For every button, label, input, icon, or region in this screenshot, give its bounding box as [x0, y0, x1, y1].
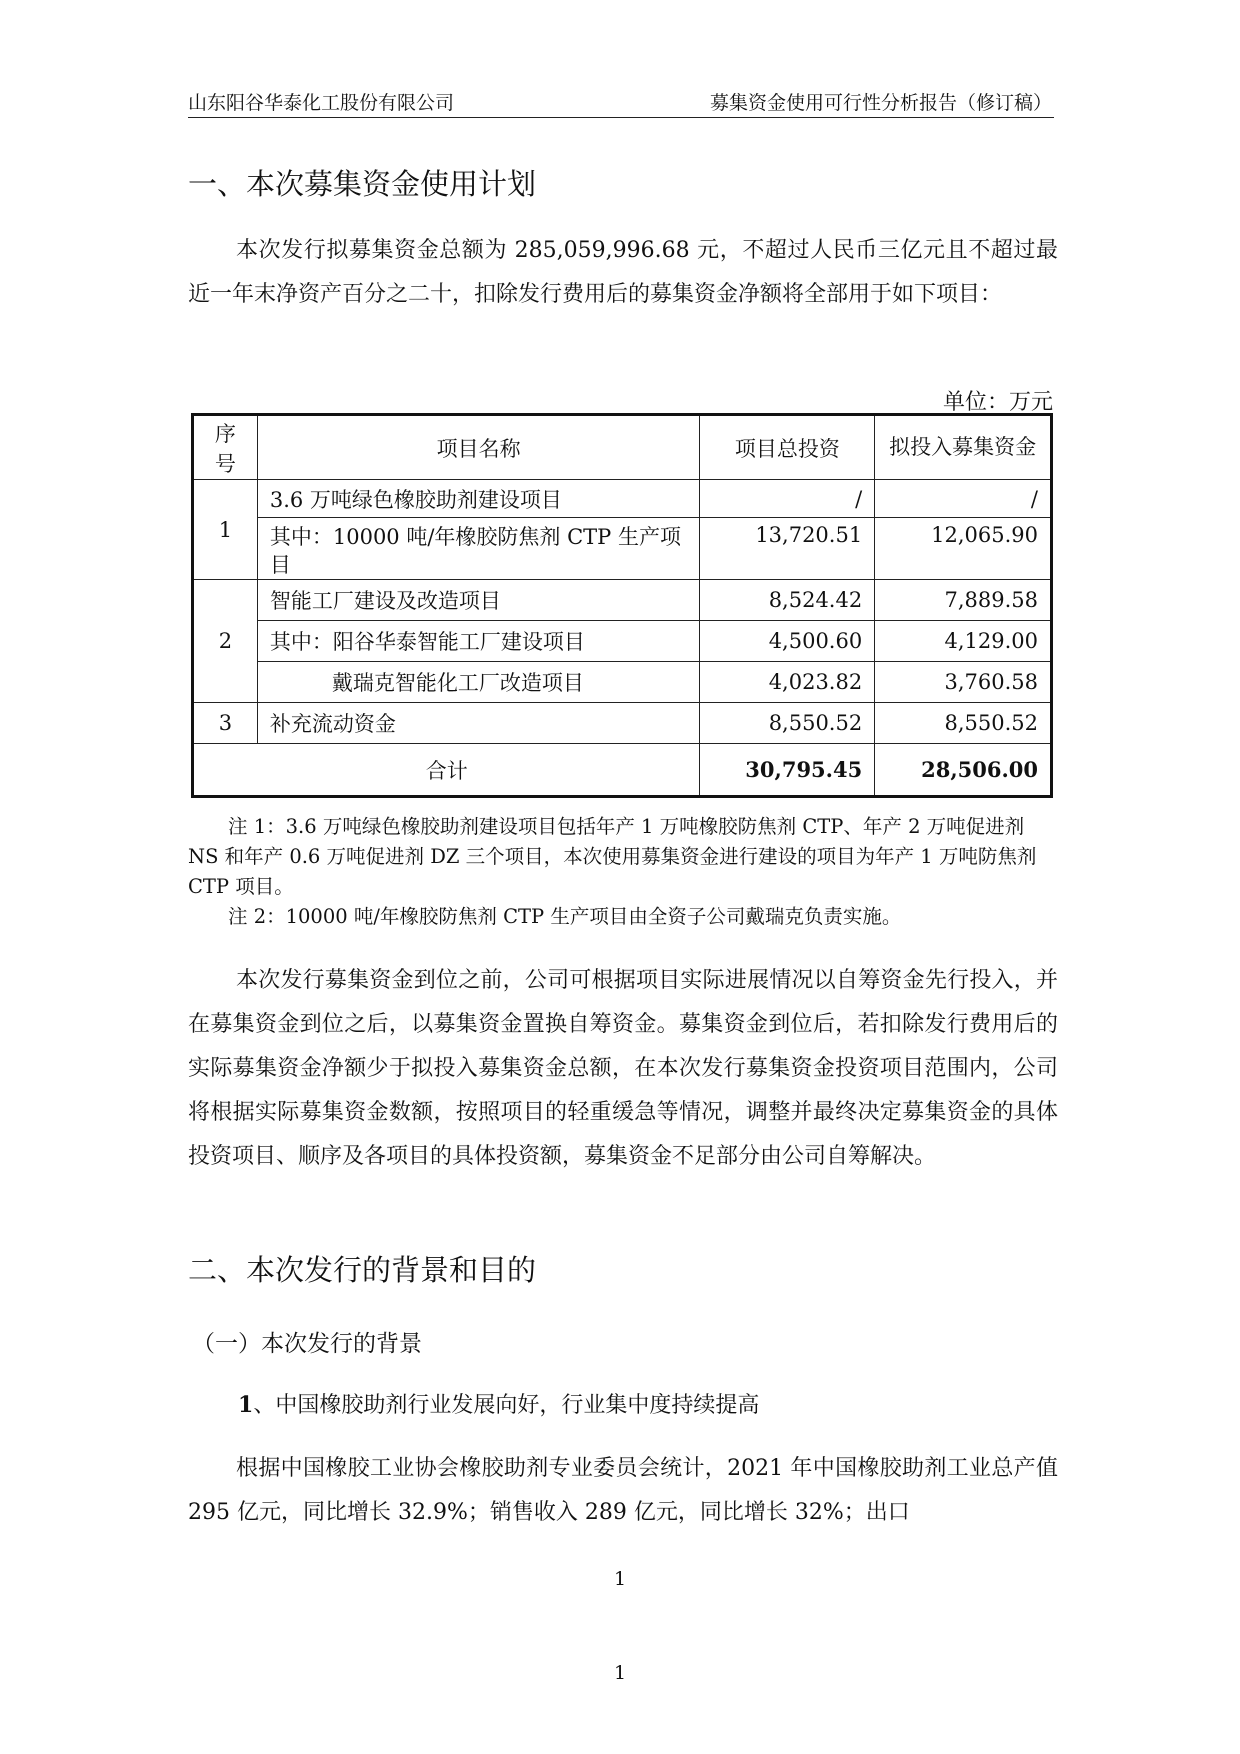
- row-total: 8,524.42: [700, 580, 875, 621]
- industry-paragraph: [188, 1447, 1058, 1535]
- row-total: 8,550.52: [700, 703, 875, 744]
- row-name: 其中：10000 吨/年橡胶防焦剂 CTP 生产项目: [257, 518, 700, 580]
- header-rule: [188, 117, 1054, 118]
- table-row: [193, 518, 1052, 580]
- row-total: 4,500.60: [700, 621, 875, 662]
- section2-title: 二、本次发行的背景和目的: [188, 1253, 537, 1287]
- funding-arrangement-text: 本次发行募集资金到位之前，公司可根据项目实际进展情况以自筹资金先行投入，并在募集资金到位之后，以募集资金置换自筹资金。募集资金到位后，若扣除发行费用后的实际募集资金净额少于拟投入募集资金总额，在本次发行募集资金投资项目范围内，公司将根据实际募集资金数额，按照项目的轻重缓急等情况，调整并最终决定募集资金的具体投资项目、顺序及各项目的具体投资额，募集资金不足部分由公司自筹解决。: [188, 968, 1058, 1169]
- note-1: 注 1：3.6 万吨绿色橡胶助剂建设项目包括年产 1 万吨橡胶防焦剂 CTP、年产 2 万吨促进剂 NS 和年产 0.6 万吨促进剂 DZ 三个项目，本次使用募集资金进行建设的项目为年产 1 万吨防焦剂 CTP 项目。: [188, 815, 1037, 898]
- section1-title: 一、本次募集资金使用计划: [188, 167, 537, 201]
- row-name: 补充流动资金: [257, 703, 700, 744]
- total-raised-sum: 28,506.00: [875, 744, 1052, 797]
- table-notes: [188, 812, 1058, 932]
- total-label: 合计: [193, 744, 700, 797]
- point-1-number: 1: [238, 1392, 254, 1418]
- row-name: 戴瑞克智能化工厂改造项目: [257, 662, 700, 703]
- row-no: 3: [193, 703, 258, 744]
- table-row: [193, 480, 1052, 518]
- note-2: 注 2：10000 吨/年橡胶防焦剂 CTP 生产项目由全资子公司戴瑞克负责实施。: [228, 905, 902, 928]
- section2-subtitle: （一）本次发行的背景: [192, 1331, 422, 1357]
- funding-arrangement-paragraph: [188, 959, 1058, 1179]
- total-investment-sum: 30,795.45: [700, 744, 875, 797]
- header-total-investment: 项目总投资: [700, 415, 875, 480]
- section1-intro-paragraph: [188, 229, 1058, 317]
- header-raised-funds: 拟投入募集资金: [875, 415, 1052, 480]
- row-total: 4,023.82: [700, 662, 875, 703]
- table-unit: 单位：万元: [942, 390, 1053, 415]
- investment-table: [191, 413, 1053, 798]
- section1-intro-text: 本次发行拟募集资金总额为 285,059,996.68 元，不超过人民币三亿元且不超过最近一年末净资产百分之二十，扣除发行费用后的募集资金净额将全部用于如下项目：: [188, 238, 1058, 307]
- row-no: 2: [193, 580, 258, 703]
- table-total-row: [193, 744, 1052, 797]
- header-project-name: 项目名称: [257, 415, 700, 480]
- header-no: 序号: [193, 415, 258, 480]
- header-doc-title: 募集资金使用可行性分析报告（修订稿）: [709, 92, 1052, 114]
- row-raised: 8,550.52: [875, 703, 1052, 744]
- row-raised: 12,065.90: [875, 518, 1052, 580]
- table-header-row: [193, 415, 1052, 480]
- row-raised: 7,889.58: [875, 580, 1052, 621]
- page-number-footer: 1: [613, 1662, 627, 1684]
- row-raised: 4,129.00: [875, 621, 1052, 662]
- row-name: 3.6 万吨绿色橡胶助剂建设项目: [257, 480, 700, 518]
- header-company: 山东阳谷华泰化工股份有限公司: [188, 92, 455, 114]
- industry-text: 根据中国橡胶工业协会橡胶助剂专业委员会统计，2021 年中国橡胶助剂工业总产值 295 亿元，同比增长 32.9%；销售收入 289 亿元，同比增长 32%；出口: [188, 1456, 1058, 1525]
- point-1-heading: [238, 1388, 759, 1419]
- table-row: [193, 703, 1052, 744]
- row-total: /: [700, 480, 875, 518]
- row-no: 1: [193, 480, 258, 580]
- page-number: 1: [613, 1568, 627, 1590]
- row-name: 智能工厂建设及改造项目: [257, 580, 700, 621]
- table-row: [193, 580, 1052, 621]
- row-raised: /: [875, 480, 1052, 518]
- table-row: [193, 662, 1052, 703]
- row-raised: 3,760.58: [875, 662, 1052, 703]
- table-row: [193, 621, 1052, 662]
- row-total: 13,720.51: [700, 518, 875, 580]
- row-name: 其中：阳谷华泰智能工厂建设项目: [257, 621, 700, 662]
- point-1-text: 、中国橡胶助剂行业发展向好，行业集中度持续提高: [253, 1393, 760, 1418]
